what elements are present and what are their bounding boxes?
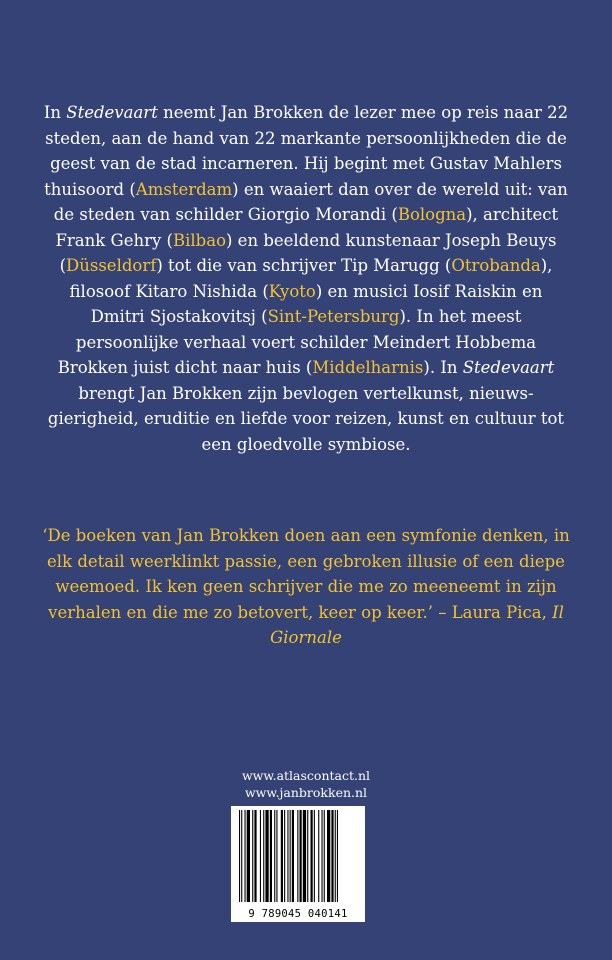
barcode-bar bbox=[311, 810, 313, 902]
websites bbox=[200, 767, 412, 801]
barcode-bar bbox=[300, 810, 302, 902]
barcode-bar bbox=[307, 810, 308, 902]
barcode-bar bbox=[276, 810, 277, 902]
back-cover-blurb: In Stedevaart neemt Jan Brokken de lezer mee op reis naar 22 steden, aan de hand van 22 markante persoonlijkheden die de geest van de stad incarneren. Hij begint met Gustav Mahlers thuisoord (Amsterdam) en waaiert dan over de wereld uit: van de steden van schilder Giorgio Morandi (Bologna), architect Frank Gehry (Bilbao) en beeldend kunstenaar Joseph Beuys (Düsseldorf) tot die van schrijver Tip Marugg (Otrobanda), filosoof Kitaro Nishida (Kyoto) en musici Iosif Raiskin en Dmitri Sjostakovitsj (Sint-Petersburg). In het meest persoonlijke verhaal voert schilder Meindert Hobbema Brokken juist dicht naar huis (Middelharnis). In Stedevaart brengt Jan Brokken zijn bevlogen vertelkunst, nieuws-gierigheid, eruditie en liefde voor reizen, kunst en cultuur tot een gloedvolle symbiose. bbox=[43, 103, 569, 454]
barcode-bar bbox=[252, 810, 253, 902]
website-author: www.janbrokken.nl bbox=[244, 785, 368, 800]
barcode-bar bbox=[324, 810, 325, 902]
isbn-number: 9 789045 040141 bbox=[248, 908, 348, 920]
city-dusseldorf: Düsseldorf bbox=[66, 256, 157, 275]
city-kyoto: Kyoto bbox=[268, 281, 316, 301]
barcode-bar bbox=[245, 810, 246, 902]
city-bilbao: Bilbao bbox=[172, 230, 226, 250]
city-bologna: Bologna bbox=[397, 205, 467, 224]
barcode-bar bbox=[335, 810, 336, 902]
barcode-bar bbox=[260, 810, 261, 902]
barcode-bar bbox=[270, 810, 272, 902]
barcode-bar bbox=[287, 810, 288, 902]
barcode-bar bbox=[327, 810, 330, 902]
barcode-bar bbox=[314, 810, 315, 902]
barcode-bar bbox=[241, 810, 242, 902]
city-middelharnis: Middelharnis bbox=[312, 358, 424, 377]
city-otrobanda: Otrobanda bbox=[451, 256, 541, 275]
website-publisher: www.atlascontact.nl bbox=[241, 768, 371, 783]
barcode-bar bbox=[247, 810, 250, 902]
barcode-bar bbox=[263, 810, 264, 902]
isbn-barcode bbox=[231, 806, 365, 922]
barcode-bar bbox=[331, 810, 333, 902]
quote-source: Il Giornale bbox=[270, 602, 564, 647]
barcode-bar bbox=[281, 810, 283, 902]
press-quote: ‘De boeken van Jan Brokken doen aan een symfonie denken, in elk detail weerklinkt passie, een gebroken illusie of een diepe weemoed. Ik ken geen schrijver die me zo meeneemt in zijn verhalen en die me zo betovert, keer op keer.’ – Laura Pica, Il Giornale bbox=[42, 526, 570, 647]
barcode-bar bbox=[318, 810, 319, 902]
barcode-bar bbox=[274, 810, 275, 902]
barcode-bars bbox=[239, 810, 357, 902]
book-title: Stedevaart bbox=[462, 358, 555, 377]
barcode-bar bbox=[292, 810, 294, 902]
barcode-bar bbox=[290, 810, 291, 902]
book-title: Stedevaart bbox=[66, 103, 158, 122]
barcode-bar bbox=[265, 810, 268, 902]
city-sint-petersburg: Sint-Petersburg bbox=[267, 307, 400, 326]
barcode-bar bbox=[297, 810, 298, 902]
city-amsterdam: Amsterdam bbox=[135, 179, 233, 199]
barcode-bar bbox=[284, 810, 285, 902]
barcode-bar bbox=[337, 810, 338, 902]
barcode-bar bbox=[254, 810, 256, 902]
barcode-bar bbox=[303, 810, 306, 902]
barcode-bar bbox=[239, 810, 240, 902]
barcode-bar bbox=[322, 810, 323, 902]
